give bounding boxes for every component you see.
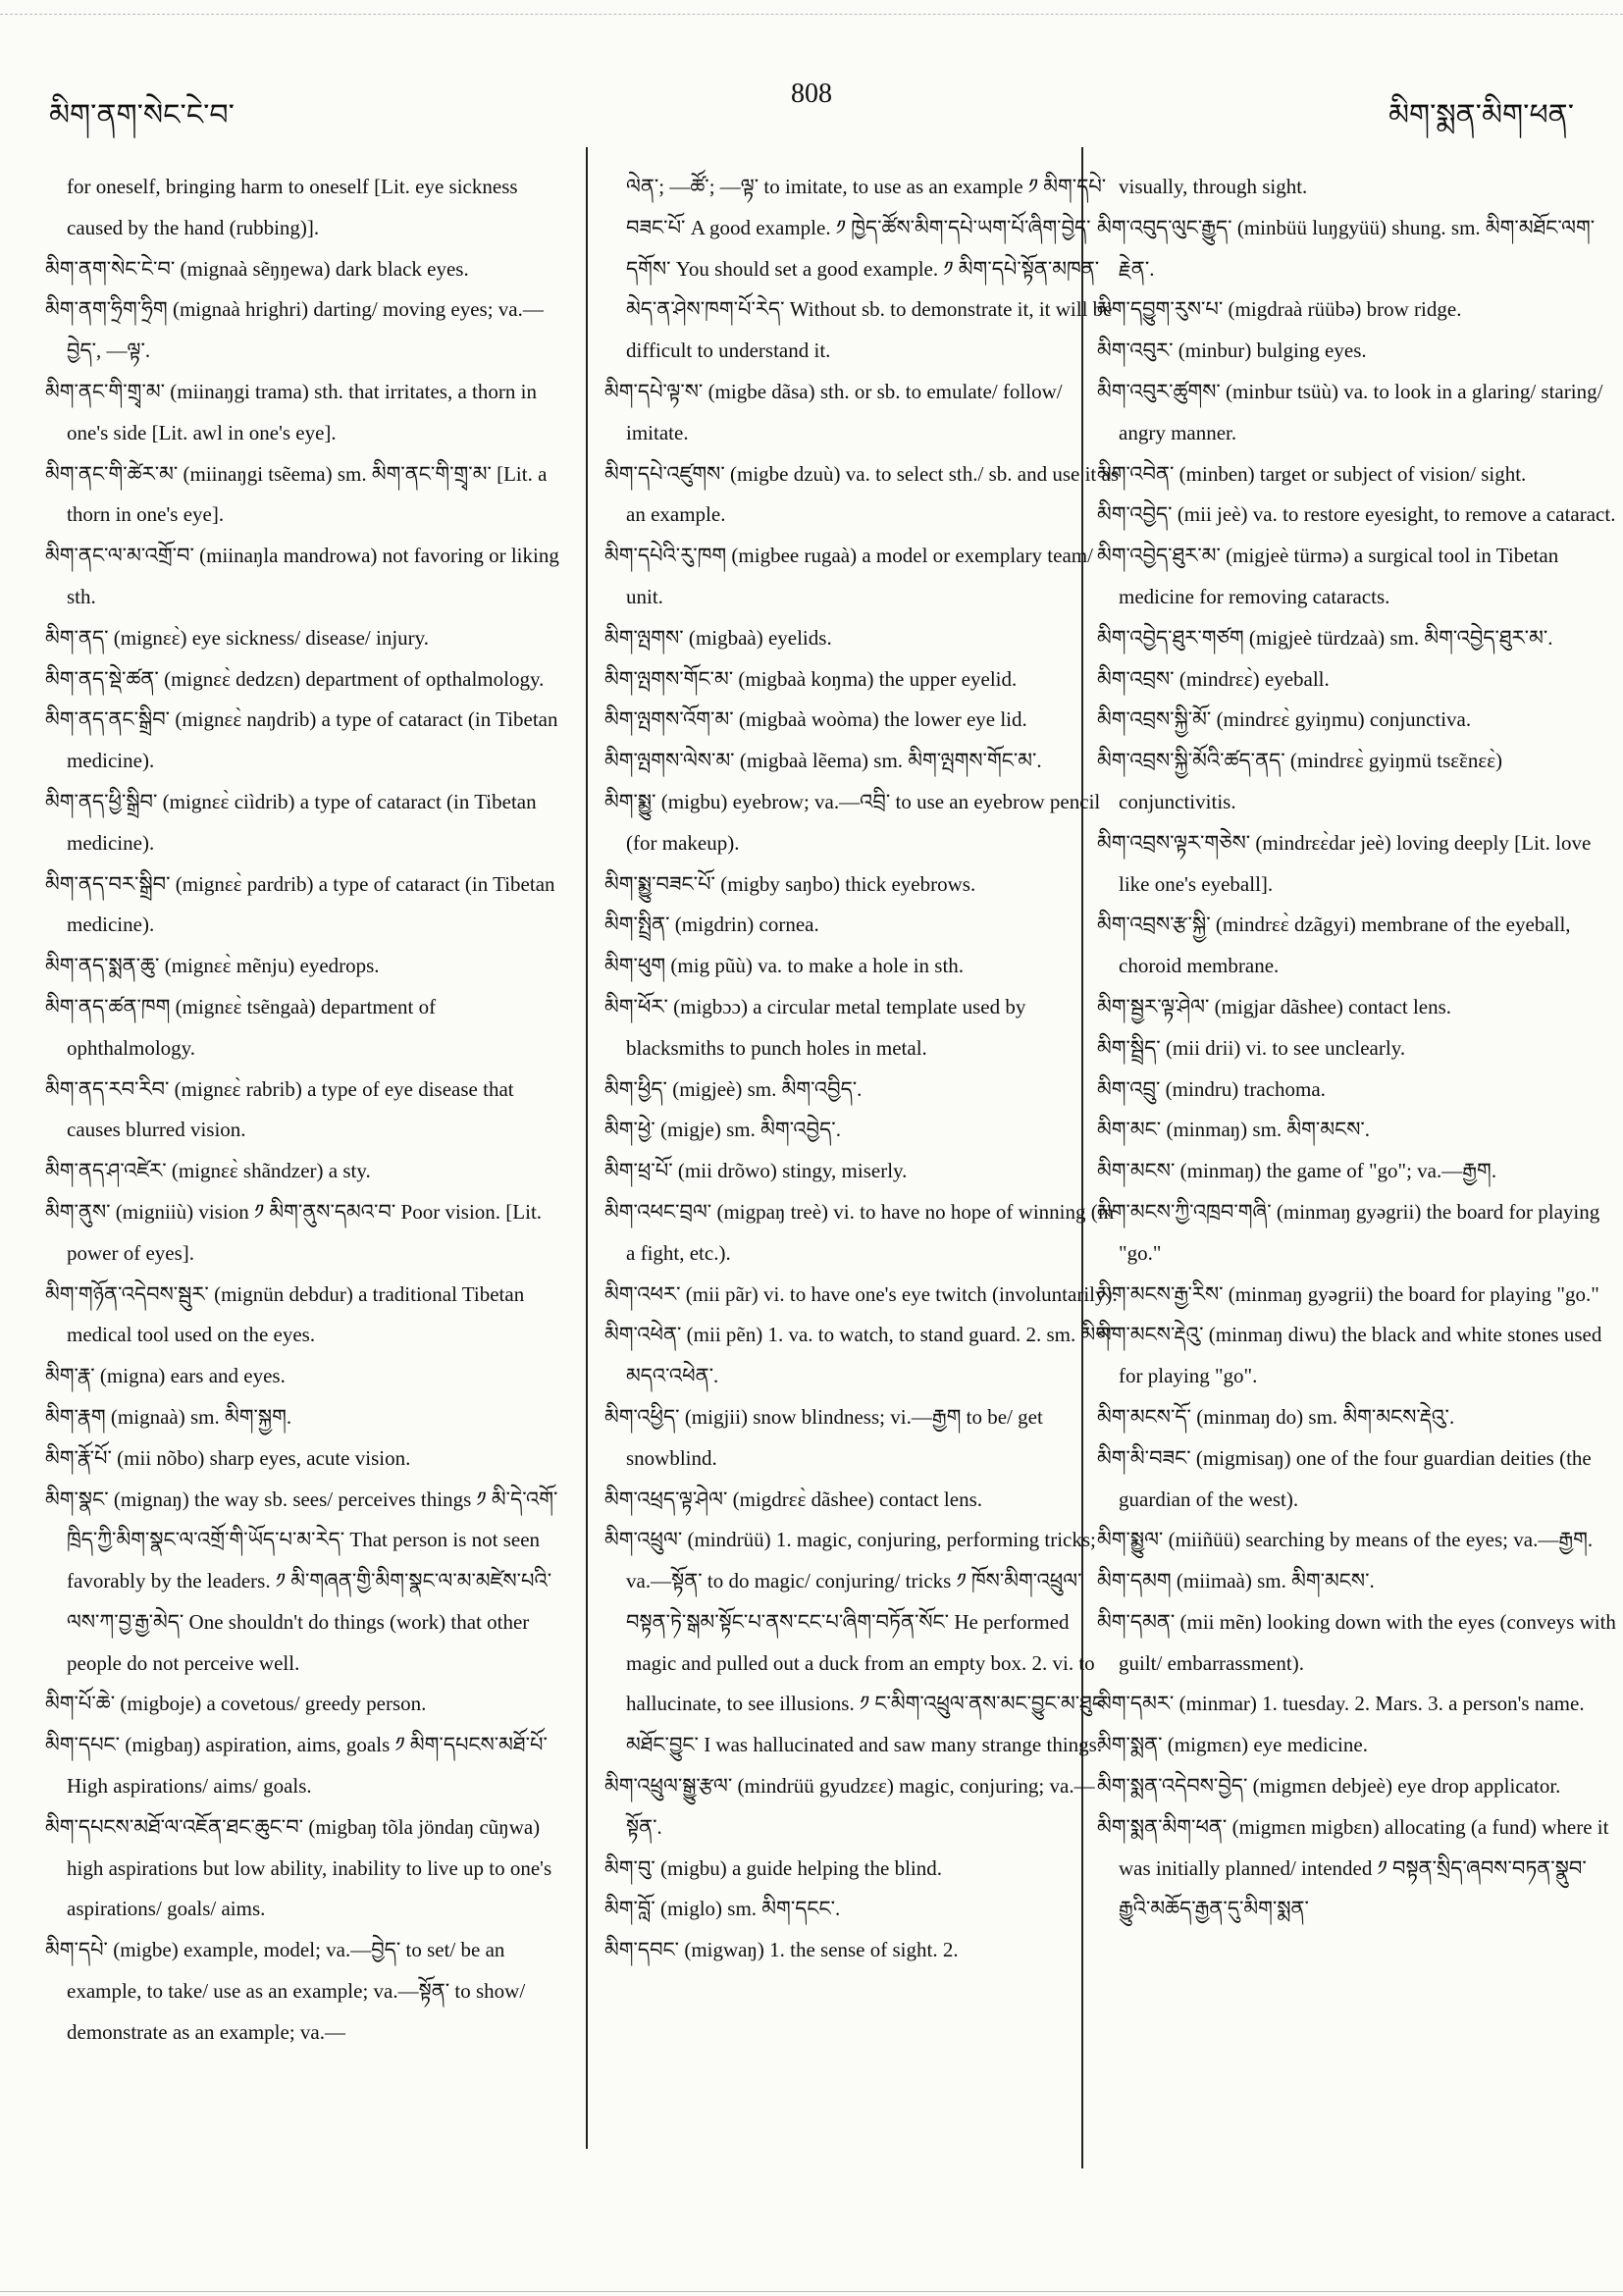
- dictionary-entry: མིག་ནང་ལ་མ་འགྲོ་བ་ (miinaŋla mandrowa) not favoring or liking sth.: [45, 544, 559, 608]
- dictionary-entry: མིག་ལྤགས་ (migbaà) eyelids.: [604, 625, 832, 650]
- dictionary-entry: མིག་མངས་རྒྱ་རིས་ (minmaŋ gyəgrii) the board for playing "go.": [1097, 1281, 1599, 1306]
- dictionary-entry: མིག་དམག (miimaà) sm. མིག་མངས་.: [1097, 1569, 1375, 1593]
- dictionary-entry: མིག་ནང་གི་གྲྭ་མ་ (miinaŋgi trama) sth. that irritates, a thorn in one's side [Lit. awl in one's eye].: [45, 379, 537, 444]
- dictionary-entry: མིག་དཔེ་ལྟ་ས་ (migbe dãsa) sth. or sb. to emulate/ follow/ imitate.: [604, 379, 1063, 444]
- dictionary-entry: མིག་དཔང་ (migbaŋ) aspiration, aims, goals ༡ མིག་དཔངས་མཐོ་པོ་ High aspirations/ aims/ goals.: [45, 1733, 548, 1799]
- dictionary-entry: མིག་བུ་ (migbu) a guide helping the blind.: [604, 1855, 943, 1880]
- dictionary-entry: མིག་འབྲས་རྩ་སྐྱི་ (mindrɛɛ̀ dzãgyi) membrane of the eyeball, choroid membrane.: [1097, 913, 1571, 978]
- dictionary-entry: མིག་ནད་སྨན་ཆུ་ (mignɛɛ̀ mẽnju) eyedrops.: [45, 954, 380, 978]
- dictionary-entry: མིག་ལྤགས་ལེས་མ་ (migbaà lẽema) sm. མིག་ལྤགས་གོང་མ་.: [604, 749, 1042, 773]
- column-2: [604, 167, 1125, 1971]
- dictionary-entry: མིག་དབྱུག་རུས་པ་ (migdraà rüübə) brow ridge.: [1097, 297, 1462, 322]
- dictionary-entry: མིག་ནད་ཕྱི་སྒྲིབ་ (mignɛɛ̀ ciìdrib) a type of cataract (in Tibetan medicine).: [45, 789, 537, 855]
- dictionary-entry: མིག་དཔེ་འཛུགས་ (migbe dzuù) va. to select sth./ sb. and use it as an example.: [604, 461, 1119, 527]
- dictionary-entry: མིག་ནང་གི་ཚེར་མ་ (miinaŋgi tsẽema) sm. མིག་ནང་གི་གྲྭ་མ་ [Lit. a thorn in one's eye].: [45, 461, 548, 527]
- dictionary-entry: མིག་ནད་ཚན་ཁག (mignɛɛ̀ tsẽngaà) department of ophthalmology.: [45, 994, 437, 1060]
- dictionary-entry: མིག་ཕྱེ་ (migje) sm. མིག་འབྱེད་.: [604, 1118, 841, 1142]
- dictionary-entry: མིག་ནད་ཤ་འཛེར་ (mignɛɛ̀ shãndzer) a sty.: [45, 1159, 371, 1183]
- dictionary-entry: མིག་འབྲུ་ (mindru) trachoma.: [1097, 1076, 1326, 1101]
- top-edge-line: [0, 14, 1623, 15]
- dictionary-entry: མིག་འབྱེད་ཐུར་གཙག (migjeè türdzaà) sm. མིག་འབྱེད་ཐུར་མ་.: [1097, 625, 1553, 650]
- dictionary-entry: མིག་ཕུག (mig pũù) va. to make a hole in sth.: [604, 954, 965, 978]
- dictionary-entry: མིག་འཕྲུལ་སྒྱུ་རྩལ་ (mindrüü gyudzɛɛ) magic, conjuring; va.—སྟོན་.: [604, 1774, 1095, 1839]
- dictionary-entry: མིག་འབུད་ལུང་རྒྱུད་ (minbüü luŋgyüü) shung. sm. མིག་མཐོང་ལག་རྗེན་.: [1097, 215, 1596, 281]
- running-head-left: མིག་ནག་སེང་ངེ་བ་: [49, 99, 235, 131]
- dictionary-entry: མིག་བློ་ (miglo) sm. མིག་དངང་.: [604, 1897, 841, 1921]
- dictionary-entry: མིག་འབྱེད་ཐུར་མ་ (migjeè türmə) a surgical tool in Tibetan medicine for removing cataracts.: [1097, 544, 1559, 608]
- dictionary-entry: མིག་སྨན་ (migmɛn) eye medicine.: [1097, 1733, 1368, 1757]
- dictionary-entry: མིག་ནད་རབ་རིབ་ (mignɛɛ̀ rabrib) a type of eye disease that causes blurred vision.: [45, 1076, 514, 1142]
- column-3: [1097, 167, 1617, 1930]
- dictionary-entry: མིག་ནག་ཧྲིག་ཧྲིག (mignaà hrighri) darting/ moving eyes; va.—བྱེད་, —ལྟ་.: [45, 297, 544, 363]
- running-head-right: མིག་སྨན་མིག་ཕན་: [1387, 99, 1574, 131]
- dictionary-entry: མིག་འབྲས་ལྟར་གཅེས་ (mindrɛɛ̀dar jeè) loving deeply [Lit. love like one's eyeball].: [1097, 830, 1592, 896]
- dictionary-entry: མིག་འབྲས་སྐྱི་མོ་ (mindrɛɛ̀ gyiŋmu) conjunctiva.: [1097, 707, 1472, 732]
- dictionary-entry: མིག་སྤྲིན་ (migdrin) cornea.: [604, 913, 819, 937]
- dictionary-entry: མིག་སྦྲིད་ (mii drii) vi. to see unclearly.: [1097, 1035, 1406, 1060]
- dictionary-entry: མིག་ལྤགས་གོང་མ་ (migbaà koŋma) the upper eyelid.: [604, 666, 1018, 691]
- page-number: 808: [791, 78, 832, 109]
- dictionary-entry: མིག་འཕར་ (mii pãr) vi. to have one's eye twitch (involuntarily).: [604, 1281, 1118, 1306]
- dictionary-entry: མིག་འབྲས་སྐྱི་མོའི་ཚད་ནད་ (mindrɛɛ̀ gyiŋmü tsɛ̃ɛnɛɛ̀) conjunctivitis.: [1097, 749, 1503, 813]
- dictionary-entry: མིག་དཔེའི་རུ་ཁག (migbee rugaà) a model or exemplary team/ unit.: [604, 544, 1093, 608]
- dictionary-entry: མིག་ནད་ (mignɛɛ̀) eye sickness/ disease/ injury.: [45, 625, 430, 650]
- dictionary-entry: མིག་མངས་ (minmaŋ) the game of "go"; va.—རྒྱག.: [1097, 1159, 1497, 1183]
- dictionary-entry: མིག་འཕང་བྲལ་ (migpaŋ treè) vi. to have no hope of winning (in a fight, etc.).: [604, 1199, 1115, 1265]
- dictionary-entry: མིག་འབྱེད་ (mii jeè) va. to restore eyesight, to remove a cataract.: [1097, 502, 1616, 527]
- dictionary-entry: མིག་གཉོན་འདེབས་སྦུར་ (mignün debdur) a traditional Tibetan medical tool used on the eyes.: [45, 1281, 525, 1347]
- dictionary-entry: མིག་སྦྱར་ལྟ་ཤེལ་ (migjar dãshee) contact lens.: [1097, 994, 1452, 1018]
- dictionary-entry: མིག་སྨན་འདེབས་བྱེད་ (migmɛn debjeè) eye drop applicator.: [1097, 1774, 1561, 1799]
- dictionary-entry: མིག་དབང་ (migwaŋ) 1. the sense of sight. 2.: [604, 1938, 959, 1962]
- dictionary-entry: མིག་མངས་དོ་ (minmaŋ do) sm. མིག་མངས་རྡེའུ་.: [1097, 1404, 1455, 1429]
- dictionary-entry: visually, through sight.: [1119, 175, 1308, 198]
- dictionary-entry: མིག་འཕྲུལ་ (mindrüü) 1. magic, conjuring, performing tricks; va.—སྟོན་ to do magic/ conjuring/ tricks ༡ ཁོས་མིག་འཕྲུལ་བསྟན་ཏེ་སྒམ་སྟོང་པ་ནས་ངང་པ་ཞིག་བཏོན་སོང་ He performed magic and pulled out a duck from an empty box. 2. vi. to hallucinate, to see illusions. ༡ ང་མིག་འཕྲུལ་ནས་མང་བྱུང་མ་ཐུང་མཐོང་བྱུང་ I was hallucinated and saw many strange things.: [604, 1528, 1109, 1757]
- dictionary-entry: མིག་ནག་སེང་ངེ་བ་ (mignaà sẽŋŋewa) dark black eyes.: [45, 256, 469, 281]
- dictionary-entry: མིག་སྨྱུ་བཟང་པོ་ (migby saŋbo) thick eyebrows.: [604, 871, 976, 896]
- dictionary-entry: མིག་མངས་རྡེའུ་ (minmaŋ diwu) the black and white stones used for playing "go".: [1097, 1323, 1602, 1388]
- column-divider: [586, 147, 588, 2149]
- dictionary-entry: མིག་འབུར་ཚུགས་ (minbur tsüù) va. to look in a glaring/ staring/ angry manner.: [1097, 379, 1603, 444]
- dictionary-entry: མིག་ཕྱིད་ (migjeè) sm. མིག་འབྱིད་.: [604, 1076, 863, 1101]
- dictionary-entry: མིག་སྨྱུལ་ (miiñüü) searching by means of the eyes; va.—རྒྱག.: [1097, 1528, 1594, 1552]
- column-1: [45, 167, 565, 2054]
- dictionary-entry: མིག་སྨྱུ་ (migbu) eyebrow; va.—འབྲི་ to use an eyebrow pencil (for makeup).: [604, 789, 1101, 855]
- dictionary-entry: མིག་ནད་སྡེ་ཚན་ (mignɛɛ̀ dedzɛn) department of opthalmology.: [45, 666, 545, 691]
- dictionary-entry: མིག་འབྲས་ (mindrɛɛ̀) eyeball.: [1097, 666, 1330, 691]
- dictionary-entry: མིག་ནད་བར་སྒྲིབ་ (mignɛɛ̀ pardrib) a type of cataract (in Tibetan medicine).: [45, 871, 555, 937]
- dictionary-entry: མིག་རྣོ་པོ་ (mii nõbo) sharp eyes, acute vision.: [45, 1445, 411, 1470]
- dictionary-entry: མིག་རྣག (mignaà) sm. མིག་སྐྱག.: [45, 1404, 292, 1429]
- dictionary-entry: ལེན་; —ཚོ་; —ལྟ་ to imitate, to use as an example ༡ མིག་དཔེ་བཟང་པོ་ A good example. ༡ ཁྱེད་ཚོས་མིག་དཔེ་ཡག་པོ་ཞིག་བྱེད་དགོས་ You should set a good example. ༡ མིག་དཔེ་སྟོན་མཁན་མེད་ན་ཤེས་ཁག་པོ་རེད་ Without sb. to demonstrate it, it will be difficult to understand it.: [626, 175, 1113, 363]
- dictionary-entry: མིག་ཕོར་ (migbɔɔ) a circular metal template used by blacksmiths to punch holes in metal.: [604, 994, 1026, 1060]
- dictionary-entry: མིག་འབུར་ (minbur) bulging eyes.: [1097, 339, 1367, 363]
- dictionary-entry: མིག་འཕྱིད་ (migjii) snow blindness; vi.—རྒྱག to be/ get snowblind.: [604, 1404, 1043, 1470]
- dictionary-entry: མིག་དཔངས་མཐོ་ལ་འཇོན་ཐང་ཆུང་བ་ (migbaŋ tõla jöndaŋ cũŋwa) high aspirations but low ability, inability to live up to one's aspirations/ goals/ aims.: [45, 1814, 552, 1921]
- dictionary-entry: མིག་འཕྲད་ལྟ་ཤེལ་ (migdrɛɛ̀ dãshee) contact lens.: [604, 1487, 982, 1511]
- dictionary-entry: མིག་མངས་ཀྱི་འཁྲབ་གཞི་ (minmaŋ gyəgrii) the board for playing "go.": [1097, 1199, 1600, 1265]
- dictionary-entry: མིག་ནད་ནང་སྒྲིབ་ (mignɛɛ̀ naŋdrib) a type of cataract (in Tibetan medicine).: [45, 707, 558, 773]
- dictionary-entry: མིག་འབེན་ (minben) target or subject of vision/ sight.: [1097, 461, 1527, 486]
- dictionary-entry: མིག་མང་ (minmaŋ) sm. མིག་མངས་.: [1097, 1118, 1371, 1142]
- bottom-edge-line: [0, 2291, 1623, 2292]
- dictionary-entry: for oneself, bringing harm to oneself [Lit. eye sickness caused by the hand (rubbing)].: [67, 175, 518, 239]
- dictionary-entry: མིག་རྣ་ (migna) ears and eyes.: [45, 1364, 286, 1388]
- dictionary-entry: མིག་དམར་ (minmar) 1. tuesday. 2. Mars. 3. a person's name.: [1097, 1692, 1585, 1716]
- dictionary-entry: མིག་པོ་ཆེ་ (migboje) a covetous/ greedy person.: [45, 1692, 427, 1716]
- dictionary-entry: མིག་དཔེ་ (migbe) example, model; va.—བྱེད་ to set/ be an example, to take/ use as an example; va.—སྟོན་ to show/ demonstrate as an example; va.—: [45, 1938, 526, 2044]
- dictionary-entry: མིག་སྨན་མིག་ཕན་ (migmɛn migbɛn) allocating (a fund) where it was initially planned/ intended ༡ བསྟན་སྲིད་ཞབས་བཏན་སྣུབ་རྒྱུའི་མཆོད་རྒྱན་དུ་མིག་སྨན་: [1097, 1814, 1609, 1921]
- dictionary-entry: མིག་ཕྲ་པོ་ (mii drõwo) stingy, miserly.: [604, 1159, 908, 1183]
- dictionary-entry: མིག་ལྤགས་འོག་མ་ (migbaà woòma) the lower eye lid.: [604, 707, 1027, 732]
- dictionary-entry: མིག་དམན་ (mii mẽn) looking down with the eyes (conveys with guilt/ embarrassment).: [1097, 1609, 1616, 1675]
- dictionary-entry: མིག་མི་བཟང་ (migmisaŋ) one of the four guardian deities (the guardian of the west).: [1097, 1445, 1592, 1511]
- dictionary-entry: མིག་འཕེན་ (mii pẽn) 1. va. to watch, to stand guard. 2. sm. མིག་མདའ་འཕེན་.: [604, 1323, 1115, 1388]
- dictionary-entry: མིག་ནུས་ (migniiù) vision ༡ མིག་ནུས་དམའ་བ་ Poor vision. [Lit. power of eyes].: [45, 1199, 543, 1265]
- dictionary-entry: མིག་སྣང་ (mignaŋ) the way sb. sees/ perceives things ༡ མི་དེ་འགོ་ཁྲིད་ཀྱི་མིག་སྣང་ལ་འགྲོ་གི་ཡོད་པ་མ་རེད་ That person is not seen favorably by the leaders. ༡ མི་གཞན་གྱི་མིག་སྣང་ལ་མ་མཛེས་པའི་ལས་ཀ་བྱ་རྒྱ་མེད་ One shouldn't do things (work) that other people do not perceive well.: [45, 1487, 558, 1675]
